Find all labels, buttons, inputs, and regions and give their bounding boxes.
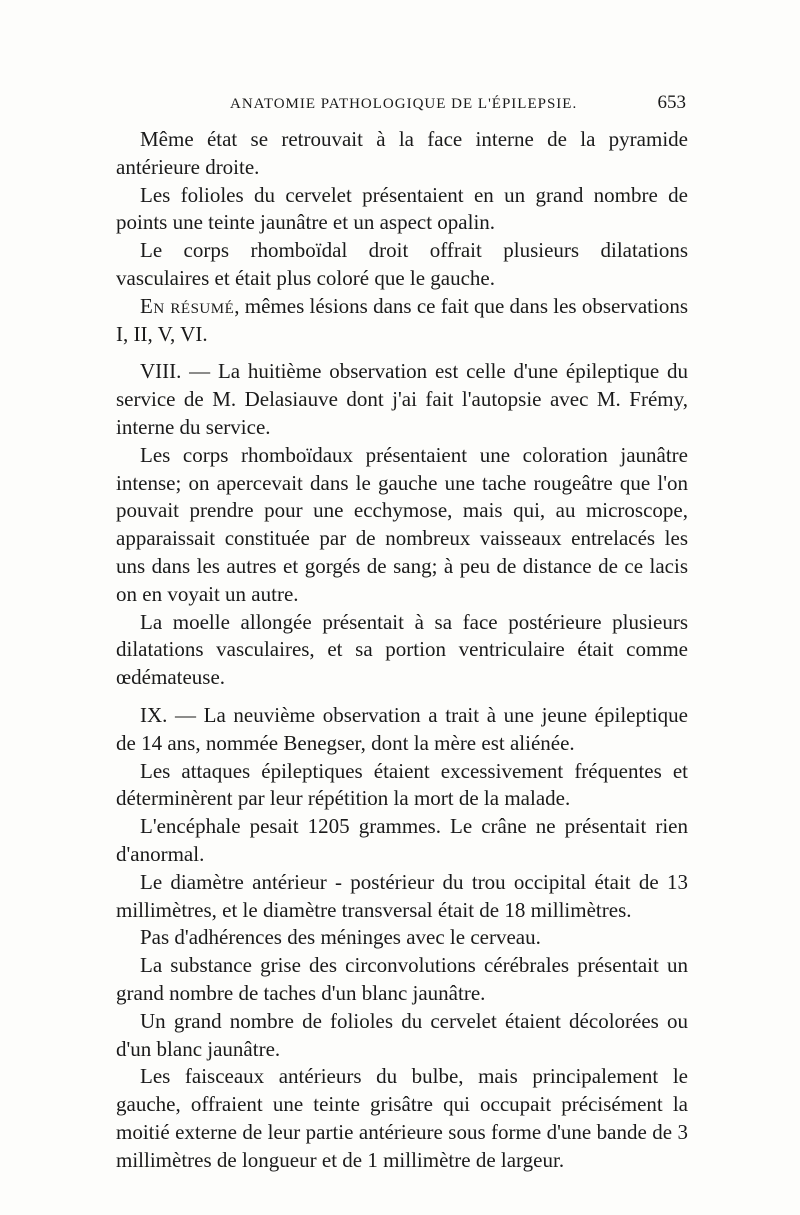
paragraph: Les corps rhomboïdaux présentaient une coloration jaunâtre intense; on apercevait dans le gauche une tache rougeâtre que l'on pouvait prendre pour une ecchymose, mais qui, au microscope, apparaissait constituée par de nombreux vaisseaux entrelacés les uns dans les autres et gorgés de sang; à peu de distance de ce lacis on en voyait un autre. [116,442,688,606]
running-title: ANATOMIE PATHOLOGIQUE DE L'ÉPILEPSIE. [230,96,578,112]
paragraph: L'encéphale pesait 1205 grammes. Le crâne ne présentait rien d'anormal. [116,814,688,866]
paragraph: Un grand nombre de folioles du cervelet étaient décolorées ou d'un blanc jaunâtre. [116,1008,688,1061]
paragraph: La moelle allongée présentait à sa face postérieure plusieurs dilatations vasculaires, et sa portion ventriculaire était comme œdémateuse. [116,609,688,690]
paragraph: Les attaques épileptiques étaient excessivement fréquentes et déterminèrent par leur répétition la mort de la malade. [116,758,688,811]
observation-ix-heading-paragraph: IX. — La neuvième observation a trait à une jeune épileptique de 14 ans, nommée Benegser, dont la mère est aliénée. [116,702,688,755]
paragraph: Les folioles du cervelet présentaient en un grand nombre de points une teinte jaunâtre et un aspect opalin. [116,182,688,235]
summary-lead: En résumé [140,293,235,318]
paragraph: Le corps rhomboïdal droit offrait plusieurs dilatations vasculaires et était plus coloré que le gauche. [116,238,688,290]
paragraph: Le diamètre antérieur - postérieur du trou occipital était de 13 millimètres, et le diamètre transversal était de 18 millimètres. [116,869,688,922]
running-head [116,92,686,120]
paragraph: La substance grise des circonvolutions cérébrales présentait un grand nombre de taches d'un blanc jaunâtre. [116,953,688,1005]
paragraph: Les faisceaux antérieurs du bulbe, mais principalement le gauche, offraient une teinte grisâtre qui occupait précisément la moitié externe de leur partie antérieure sous forme d'une bande de 3 millimètres de longueur et de 1 millimètre de largeur. [116,1064,688,1172]
paragraph: Même état se retrouvait à la face interne de la pyramide antérieure droite. [116,127,688,179]
body-text [116,126,688,1174]
page-number: 653 [657,92,686,113]
paragraph-summary: En résumé, mêmes lésions dans ce fait que dans les observations I, II, V, VI. [116,293,688,346]
paragraph: Pas d'adhérences des méninges avec le cerveau. [140,925,541,950]
observation-viii-heading-paragraph: VIII. — La huitième observation est celle d'une épileptique du service de M. Delasiauve dont j'ai fait l'autopsie avec M. Frémy, interne du service. [116,359,688,439]
